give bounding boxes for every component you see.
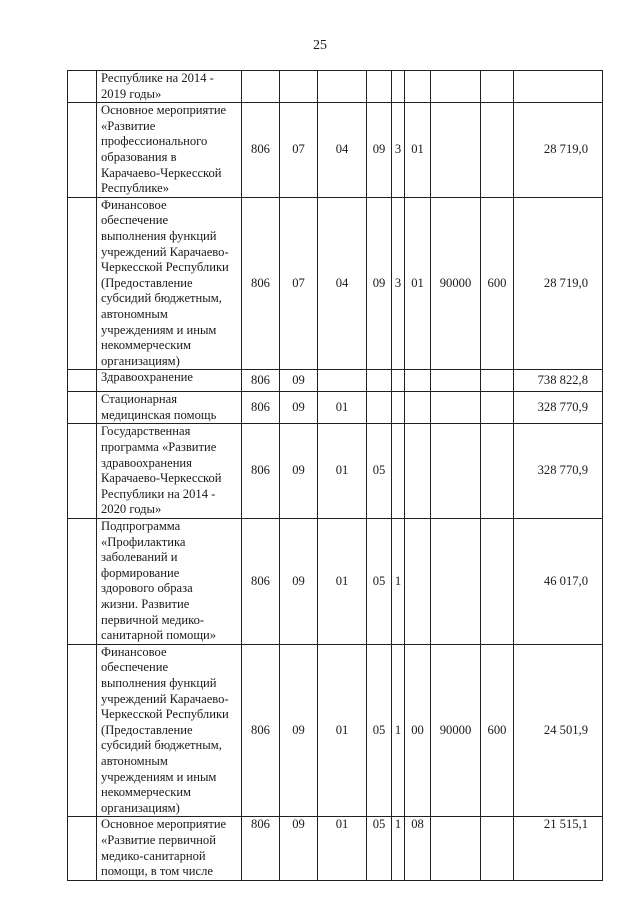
section-code-cell: 09 bbox=[280, 519, 318, 645]
section-code-cell: 09 bbox=[280, 424, 318, 519]
subprogram-code-cell bbox=[392, 370, 405, 392]
table-row bbox=[68, 519, 603, 645]
section-code-cell: 09 bbox=[280, 370, 318, 392]
subprogram-code-cell: 3 bbox=[392, 197, 405, 370]
subprogram-code-cell: 3 bbox=[392, 103, 405, 198]
section-code-cell: 07 bbox=[280, 103, 318, 198]
ministry-code-cell: 806 bbox=[242, 644, 280, 817]
item-name-cell: Государственная программа «Развитие здравоохранения Карачаево-Черкесской Республики на 2014 - 2020 годы» bbox=[97, 424, 242, 519]
budget-table bbox=[67, 70, 603, 881]
section-code-cell: 09 bbox=[280, 817, 318, 880]
ministry-code-cell: 806 bbox=[242, 817, 280, 880]
program-code-cell: 05 bbox=[367, 424, 392, 519]
table-row bbox=[68, 103, 603, 198]
table-row bbox=[68, 424, 603, 519]
direction-code-cell: 90000 bbox=[431, 197, 481, 370]
program-code-cell: 05 bbox=[367, 644, 392, 817]
amount-cell: 328 770,9 bbox=[514, 392, 603, 424]
table-row bbox=[68, 392, 603, 424]
ministry-code-cell: 806 bbox=[242, 392, 280, 424]
activity-code-cell bbox=[405, 424, 431, 519]
direction-code-cell bbox=[431, 370, 481, 392]
ministry-code-cell: 806 bbox=[242, 370, 280, 392]
page-number: 25 bbox=[313, 38, 327, 53]
subprogram-code-cell: 1 bbox=[392, 817, 405, 880]
amount-cell: 738 822,8 bbox=[514, 370, 603, 392]
amount-cell: 28 719,0 bbox=[514, 197, 603, 370]
subprogram-code-cell bbox=[392, 71, 405, 103]
expense-type-cell bbox=[481, 392, 514, 424]
program-code-cell: 05 bbox=[367, 817, 392, 880]
row-index-cell bbox=[68, 519, 97, 645]
subsection-code-cell: 04 bbox=[318, 197, 367, 370]
expense-type-cell bbox=[481, 71, 514, 103]
expense-type-cell: 600 bbox=[481, 197, 514, 370]
table-row bbox=[68, 71, 603, 103]
subsection-code-cell bbox=[318, 71, 367, 103]
amount-cell: 28 719,0 bbox=[514, 103, 603, 198]
item-name-cell: Подпрограмма «Профилактика заболеваний и формирование здорового образа жизни. Развитие первичной медико- санитарной помощи» bbox=[97, 519, 242, 645]
subsection-code-cell bbox=[318, 370, 367, 392]
direction-code-cell bbox=[431, 519, 481, 645]
amount-cell: 46 017,0 bbox=[514, 519, 603, 645]
activity-code-cell bbox=[405, 519, 431, 645]
ministry-code-cell: 806 bbox=[242, 103, 280, 198]
table-row bbox=[68, 197, 603, 370]
activity-code-cell: 01 bbox=[405, 103, 431, 198]
row-index-cell bbox=[68, 197, 97, 370]
expense-type-cell bbox=[481, 370, 514, 392]
item-name-cell: Республике на 2014 - 2019 годы» bbox=[97, 71, 242, 103]
row-index-cell bbox=[68, 392, 97, 424]
direction-code-cell bbox=[431, 424, 481, 519]
section-code-cell: 09 bbox=[280, 392, 318, 424]
subsection-code-cell: 01 bbox=[318, 519, 367, 645]
row-index-cell bbox=[68, 817, 97, 880]
activity-code-cell bbox=[405, 370, 431, 392]
row-index-cell bbox=[68, 71, 97, 103]
program-code-cell bbox=[367, 71, 392, 103]
section-code-cell: 09 bbox=[280, 644, 318, 817]
row-index-cell bbox=[68, 424, 97, 519]
subprogram-code-cell bbox=[392, 424, 405, 519]
subsection-code-cell: 01 bbox=[318, 817, 367, 880]
activity-code-cell: 08 bbox=[405, 817, 431, 880]
program-code-cell bbox=[367, 392, 392, 424]
row-index-cell bbox=[68, 370, 97, 392]
expense-type-cell bbox=[481, 424, 514, 519]
direction-code-cell bbox=[431, 103, 481, 198]
item-name-cell: Основное мероприятие «Развитие профессионального образования в Карачаево-Черкесской Республике» bbox=[97, 103, 242, 198]
subprogram-code-cell: 1 bbox=[392, 519, 405, 645]
activity-code-cell bbox=[405, 71, 431, 103]
item-name-cell: Финансовое обеспечение выполнения функций учреждений Карачаево- Черкесской Республики (Предоставление субсидий бюджетным, автономным учреждениям и иным некоммерческим организациям) bbox=[97, 644, 242, 817]
direction-code-cell bbox=[431, 71, 481, 103]
expense-type-cell bbox=[481, 817, 514, 880]
row-index-cell bbox=[68, 103, 97, 198]
amount-cell: 21 515,1 bbox=[514, 817, 603, 880]
ministry-code-cell bbox=[242, 71, 280, 103]
section-code-cell: 07 bbox=[280, 197, 318, 370]
expense-type-cell bbox=[481, 519, 514, 645]
table-row bbox=[68, 817, 603, 880]
amount-cell: 328 770,9 bbox=[514, 424, 603, 519]
subprogram-code-cell bbox=[392, 392, 405, 424]
subsection-code-cell: 01 bbox=[318, 392, 367, 424]
ministry-code-cell: 806 bbox=[242, 424, 280, 519]
direction-code-cell bbox=[431, 392, 481, 424]
expense-type-cell bbox=[481, 103, 514, 198]
ministry-code-cell: 806 bbox=[242, 519, 280, 645]
item-name-cell: Здравоохранение bbox=[97, 370, 242, 392]
expense-type-cell: 600 bbox=[481, 644, 514, 817]
row-index-cell bbox=[68, 644, 97, 817]
program-code-cell: 09 bbox=[367, 103, 392, 198]
program-code-cell: 09 bbox=[367, 197, 392, 370]
activity-code-cell bbox=[405, 392, 431, 424]
activity-code-cell: 00 bbox=[405, 644, 431, 817]
program-code-cell: 05 bbox=[367, 519, 392, 645]
ministry-code-cell: 806 bbox=[242, 197, 280, 370]
subsection-code-cell: 04 bbox=[318, 103, 367, 198]
subprogram-code-cell: 1 bbox=[392, 644, 405, 817]
direction-code-cell: 90000 bbox=[431, 644, 481, 817]
amount-cell: 24 501,9 bbox=[514, 644, 603, 817]
section-code-cell bbox=[280, 71, 318, 103]
subsection-code-cell: 01 bbox=[318, 644, 367, 817]
table-row bbox=[68, 370, 603, 392]
subsection-code-cell: 01 bbox=[318, 424, 367, 519]
activity-code-cell: 01 bbox=[405, 197, 431, 370]
item-name-cell: Стационарная медицинская помощь bbox=[97, 392, 242, 424]
program-code-cell bbox=[367, 370, 392, 392]
direction-code-cell bbox=[431, 817, 481, 880]
amount-cell bbox=[514, 71, 603, 103]
item-name-cell: Основное мероприятие «Развитие первичной медико-санитарной помощи, в том числе bbox=[97, 817, 242, 880]
table-row bbox=[68, 644, 603, 817]
item-name-cell: Финансовое обеспечение выполнения функций учреждений Карачаево- Черкесской Республики (Предоставление субсидий бюджетным, автономным учреждениям и иным некоммерческим организациям) bbox=[97, 197, 242, 370]
